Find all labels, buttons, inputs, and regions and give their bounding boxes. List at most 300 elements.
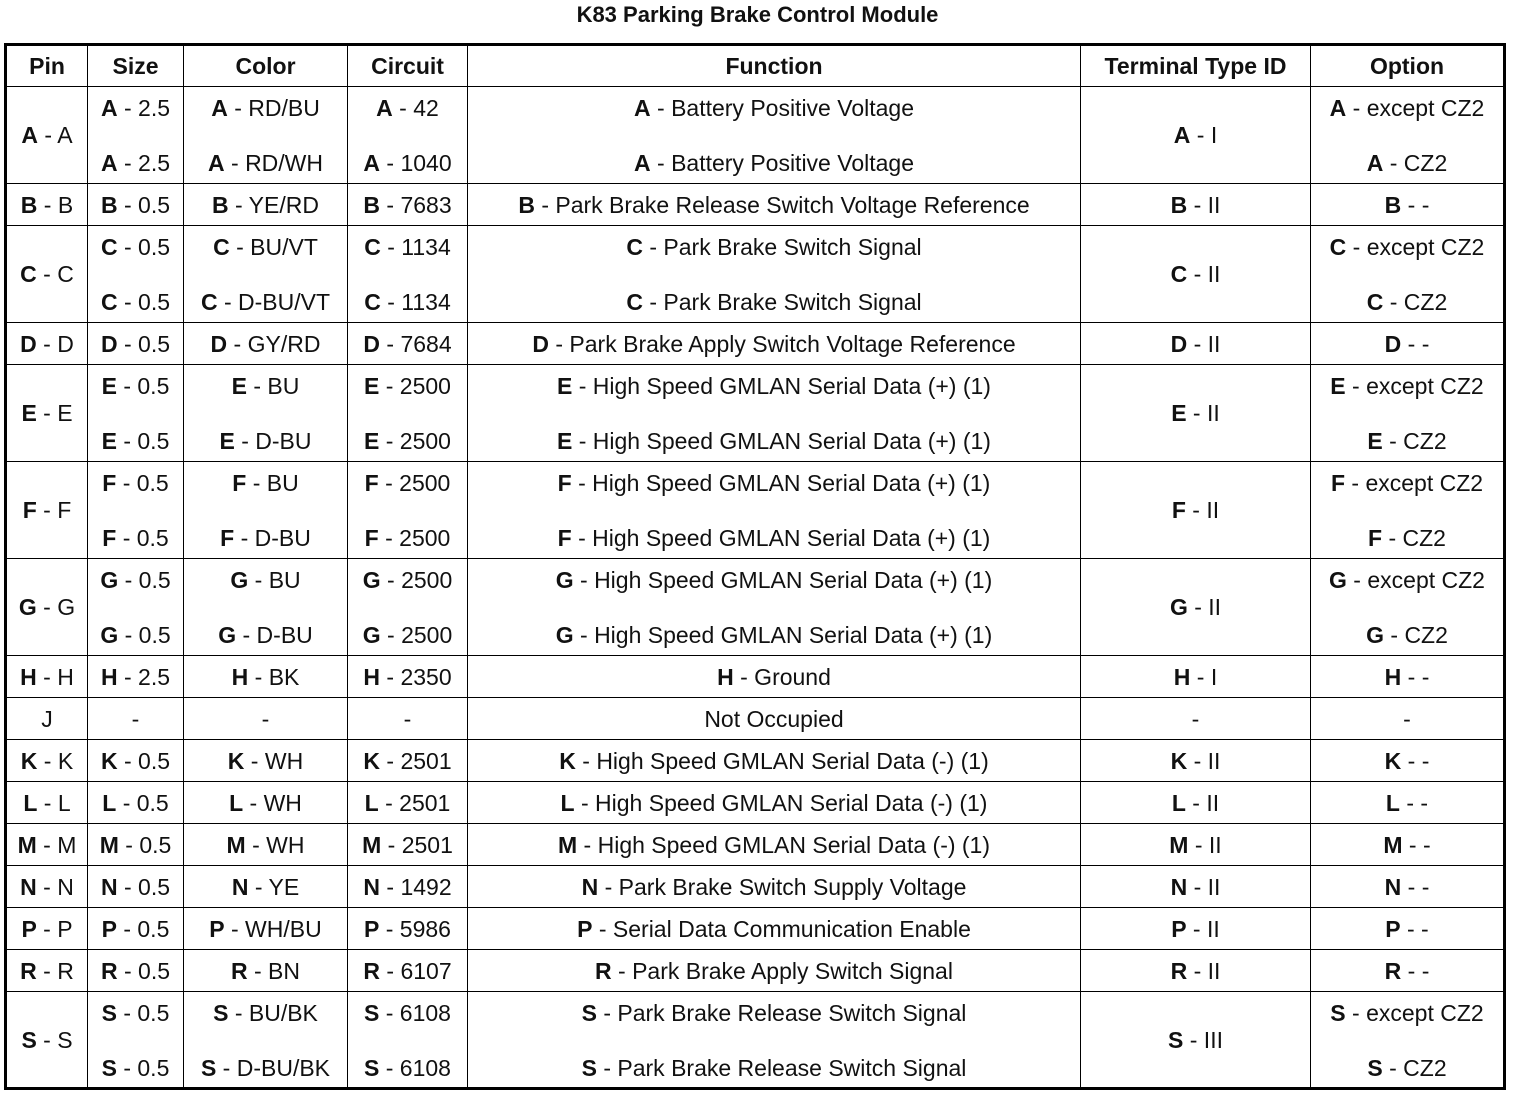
cell-circuit xyxy=(348,323,468,365)
cell-text: - C xyxy=(36,261,74,287)
cell-option xyxy=(1311,323,1505,365)
cell-size xyxy=(88,323,184,365)
cell-text: - except CZ2 xyxy=(1346,567,1485,593)
pin-letter: F xyxy=(364,470,379,496)
cell-text: - except CZ2 xyxy=(1345,373,1484,399)
cell-text: - II xyxy=(1185,497,1220,523)
pin-letter: D xyxy=(1170,330,1188,357)
cell-option xyxy=(1311,992,1505,1089)
cell-terminal-type-id xyxy=(1081,992,1311,1089)
cell-text: - xyxy=(403,705,412,732)
cell-circuit xyxy=(348,226,468,323)
pin-letter: F xyxy=(1171,497,1186,523)
cell-color xyxy=(184,365,348,462)
table-row xyxy=(6,908,1505,950)
pin-letter: E xyxy=(557,373,573,399)
cell-color xyxy=(184,950,348,992)
pin-letter: C xyxy=(1170,261,1188,287)
cell-color xyxy=(184,908,348,950)
cell-text: - CZ2 xyxy=(1382,525,1446,551)
pin-letter: D xyxy=(20,330,37,357)
cell-text: - I xyxy=(1190,122,1218,148)
cell-size xyxy=(88,866,184,908)
cell-color xyxy=(184,323,348,365)
table-body xyxy=(6,87,1505,1089)
page-title: K83 Parking Brake Control Module xyxy=(576,2,939,27)
pin-letter: A xyxy=(208,150,225,176)
cell-text: - - xyxy=(1402,831,1431,858)
cell-text: - 1134 xyxy=(380,234,451,260)
column-header-circuit: Circuit xyxy=(348,45,468,87)
cell-text: - 0.5 xyxy=(118,831,172,858)
cell-option xyxy=(1311,908,1505,950)
cell-text: - K xyxy=(37,747,74,774)
cell-text: - 0.5 xyxy=(118,567,171,593)
cell-option xyxy=(1311,782,1505,824)
cell-terminal-type-id xyxy=(1081,950,1311,992)
pin-letter: E xyxy=(101,428,117,454)
cell-option xyxy=(1311,824,1505,866)
cell-text: - 6108 xyxy=(379,1000,451,1026)
pin-letter: S xyxy=(21,1026,37,1053)
pin-letter: F xyxy=(220,525,235,551)
cell-text: - - xyxy=(1401,663,1430,690)
cell-text: - 0.5 xyxy=(116,789,169,816)
cell-circuit xyxy=(348,462,468,559)
pin-letter: R xyxy=(100,957,118,984)
cell-text: - 0.5 xyxy=(118,622,171,648)
pin-letter: E xyxy=(1171,400,1187,426)
cell-text: - 2350 xyxy=(380,663,452,690)
cell-text: - 2500 xyxy=(378,525,451,551)
cell-terminal-type-id xyxy=(1081,87,1311,184)
pin-letter: G xyxy=(555,567,574,593)
cell-option xyxy=(1311,866,1505,908)
cell-size xyxy=(88,824,184,866)
pin-letter: A xyxy=(634,95,651,121)
pin-letter: L xyxy=(229,789,244,816)
cell-text: - 0.5 xyxy=(117,191,171,218)
cell-text: - II xyxy=(1187,261,1221,287)
cell-text: - WH/BU xyxy=(224,915,322,942)
cell-text: - BK xyxy=(248,663,300,690)
pin-letter: P xyxy=(21,915,37,942)
pin-letter: H xyxy=(1384,663,1402,690)
pin-letter: A xyxy=(1329,95,1347,121)
cell-text: - except CZ2 xyxy=(1345,1000,1484,1026)
pin-letter: R xyxy=(20,957,37,984)
cell-text: - 2500 xyxy=(380,567,453,593)
cell-text: - CZ2 xyxy=(1382,1055,1447,1081)
table-row xyxy=(6,698,1505,740)
pin-letter: S xyxy=(364,1000,380,1026)
cell-text: - B xyxy=(37,191,74,218)
cell-text: - High Speed GMLAN Serial Data (+) (1) xyxy=(572,373,991,399)
header-row xyxy=(6,45,1505,87)
pin-letter: L xyxy=(364,789,379,816)
cell-color xyxy=(184,184,348,226)
cell-text: - - xyxy=(1399,789,1429,816)
pin-letter: G xyxy=(362,567,381,593)
cell-function xyxy=(468,698,1081,740)
cell-terminal-type-id xyxy=(1081,462,1311,559)
pin-letter: L xyxy=(560,789,575,816)
pin-letter: N xyxy=(363,873,380,900)
pin-letter: D xyxy=(532,330,549,357)
cell-text: - II xyxy=(1187,330,1221,357)
cell-function xyxy=(468,559,1081,656)
column-header-size: Size xyxy=(88,45,184,87)
pin-letter: M xyxy=(1169,831,1189,858)
pin-letter: B xyxy=(363,191,380,218)
cell-color xyxy=(184,866,348,908)
pin-letter: S xyxy=(213,1000,229,1026)
cell-function xyxy=(468,323,1081,365)
cell-text: - D-BU xyxy=(234,428,312,454)
cell-text: - 2.5 xyxy=(117,663,171,690)
cell-terminal-type-id xyxy=(1081,323,1311,365)
cell-text: - - xyxy=(1401,873,1430,900)
pin-letter: R xyxy=(1384,957,1402,984)
cell-pin xyxy=(6,866,88,908)
pin-letter: F xyxy=(557,525,572,551)
cell-circuit xyxy=(348,87,468,184)
cell-pin xyxy=(6,908,88,950)
cell-size xyxy=(88,365,184,462)
cell-text: - III xyxy=(1183,1026,1223,1053)
pin-letter: F xyxy=(1368,525,1383,551)
cell-option xyxy=(1311,462,1505,559)
cell-text: - BU xyxy=(246,470,299,496)
cell-pin xyxy=(6,824,88,866)
cell-text: - II xyxy=(1186,915,1220,942)
cell-text: - 7684 xyxy=(380,330,452,357)
cell-function xyxy=(468,866,1081,908)
pin-letter: B xyxy=(20,191,38,218)
pin-letter: G xyxy=(100,622,119,648)
cell-text: - High Speed GMLAN Serial Data (-) (1) xyxy=(575,747,989,774)
pin-letter: B xyxy=(1384,191,1402,218)
cell-text: - II xyxy=(1187,747,1221,774)
cell-text: - BN xyxy=(247,957,300,984)
cell-size xyxy=(88,782,184,824)
cell-text: - BU xyxy=(246,373,300,399)
pin-letter: L xyxy=(1385,789,1400,816)
pin-letter: S xyxy=(101,1055,117,1081)
pin-letter: K xyxy=(1170,747,1188,774)
table-row xyxy=(6,87,1505,184)
cell-option xyxy=(1311,87,1505,184)
cell-text: - M xyxy=(36,831,77,858)
cell-text: - 2500 xyxy=(378,470,451,496)
cell-text: J xyxy=(41,705,53,732)
cell-text: - BU/BK xyxy=(228,1000,318,1026)
cell-circuit xyxy=(348,559,468,656)
pin-letter: S xyxy=(364,1055,380,1081)
cell-text: - A xyxy=(38,122,73,148)
cell-text: - R xyxy=(36,957,74,984)
cell-text: - High Speed GMLAN Serial Data (-) (1) xyxy=(574,789,988,816)
cell-text: - 2.5 xyxy=(117,150,171,176)
table-row xyxy=(6,950,1505,992)
cell-text: - xyxy=(131,705,140,732)
cell-text: - II xyxy=(1187,191,1221,218)
cell-text: - YE/RD xyxy=(228,191,319,218)
cell-terminal-type-id xyxy=(1081,184,1311,226)
cell-text: - 2501 xyxy=(381,831,453,858)
cell-terminal-type-id xyxy=(1081,226,1311,323)
pin-letter: K xyxy=(559,747,576,774)
cell-circuit xyxy=(348,365,468,462)
pin-letter: C xyxy=(200,289,218,315)
cell-terminal-type-id xyxy=(1081,782,1311,824)
cell-text: - 0.5 xyxy=(117,234,171,260)
pin-letter: C xyxy=(213,234,230,260)
cell-pin xyxy=(6,950,88,992)
table-row xyxy=(6,226,1505,323)
cell-terminal-type-id xyxy=(1081,656,1311,698)
cell-text: - - xyxy=(1401,747,1430,774)
cell-text: - BU xyxy=(248,567,301,593)
cell-function xyxy=(468,184,1081,226)
cell-text: - 0.5 xyxy=(116,915,170,942)
cell-text: - Park Brake Release Switch Voltage Reference xyxy=(534,191,1030,218)
pin-letter: P xyxy=(209,915,225,942)
cell-size xyxy=(88,950,184,992)
pin-letter: C xyxy=(100,234,118,260)
cell-function xyxy=(468,782,1081,824)
cell-text: - 0.5 xyxy=(117,747,171,774)
cell-terminal-type-id xyxy=(1081,824,1311,866)
cell-circuit xyxy=(348,782,468,824)
cell-text: - 2501 xyxy=(378,789,451,816)
cell-text: - except CZ2 xyxy=(1346,95,1485,121)
cell-option xyxy=(1311,740,1505,782)
pin-letter: D xyxy=(1384,330,1402,357)
pin-letter: K xyxy=(20,747,38,774)
pin-letter: E xyxy=(557,428,573,454)
cell-pin xyxy=(6,656,88,698)
pin-letter: A xyxy=(21,122,39,148)
cell-text: - 0.5 xyxy=(116,1000,170,1026)
cell-text: - High Speed GMLAN Serial Data (+) (1) xyxy=(571,525,991,551)
cell-terminal-type-id xyxy=(1081,698,1311,740)
pin-letter: G xyxy=(1329,567,1347,593)
cell-circuit xyxy=(348,698,468,740)
pin-letter: A xyxy=(634,150,651,176)
cell-circuit xyxy=(348,824,468,866)
cell-color xyxy=(184,992,348,1089)
cell-text: - - xyxy=(1401,191,1430,218)
pin-letter: B xyxy=(100,191,118,218)
pin-letter: P xyxy=(101,915,117,942)
pin-letter: A xyxy=(100,95,118,121)
cell-text: - YE xyxy=(248,873,300,900)
cell-text: - High Speed GMLAN Serial Data (+) (1) xyxy=(571,470,991,496)
pin-letter: N xyxy=(231,873,249,900)
cell-text: - 2500 xyxy=(379,373,451,399)
cell-terminal-type-id xyxy=(1081,908,1311,950)
cell-function xyxy=(468,462,1081,559)
cell-option xyxy=(1311,656,1505,698)
cell-pin xyxy=(6,184,88,226)
cell-size xyxy=(88,226,184,323)
cell-text: - except CZ2 xyxy=(1345,470,1484,496)
cell-text: - BU/VT xyxy=(229,234,318,260)
pin-letter: C xyxy=(626,234,643,260)
pin-letter: B xyxy=(212,191,229,218)
pin-letter: G xyxy=(1169,594,1188,620)
column-header-pin: Pin xyxy=(6,45,88,87)
cell-text: - 0.5 xyxy=(117,957,171,984)
cell-text: - Ground xyxy=(733,663,831,690)
cell-text: - 1134 xyxy=(380,289,451,315)
pin-letter: M xyxy=(99,831,119,858)
cell-text: - 5986 xyxy=(379,915,451,942)
cell-pin xyxy=(6,87,88,184)
table-row xyxy=(6,462,1505,559)
pin-letter: D xyxy=(363,330,380,357)
pin-letter: N xyxy=(100,873,118,900)
cell-text: - Battery Positive Voltage xyxy=(650,95,914,121)
cell-text: - H xyxy=(36,663,74,690)
cell-option xyxy=(1311,226,1505,323)
pin-letter: K xyxy=(1384,747,1402,774)
pin-letter: S xyxy=(581,1055,597,1081)
cell-function xyxy=(468,992,1081,1089)
cell-text: - 2500 xyxy=(379,428,451,454)
pin-letter: S xyxy=(101,1000,117,1026)
cell-text: - Park Brake Release Switch Signal xyxy=(596,1055,967,1081)
cell-size xyxy=(88,698,184,740)
cell-text: - High Speed GMLAN Serial Data (-) (1) xyxy=(577,831,991,858)
pin-letter: S xyxy=(581,1000,597,1026)
pin-letter: E xyxy=(364,373,380,399)
cell-function xyxy=(468,950,1081,992)
pin-letter: S xyxy=(1367,1055,1383,1081)
cell-text: - CZ2 xyxy=(1383,289,1448,315)
cell-text: - CZ2 xyxy=(1383,150,1448,176)
pin-letter: H xyxy=(100,663,118,690)
pin-letter: F xyxy=(364,525,379,551)
pin-letter: G xyxy=(100,567,119,593)
cell-terminal-type-id xyxy=(1081,365,1311,462)
pin-letter: C xyxy=(626,289,643,315)
pin-letter: G xyxy=(230,567,249,593)
table-row xyxy=(6,323,1505,365)
cell-option xyxy=(1311,365,1505,462)
pin-letter: F xyxy=(1330,470,1345,496)
cell-pin xyxy=(6,365,88,462)
pin-letter: M xyxy=(362,831,382,858)
pin-letter: N xyxy=(1170,873,1188,900)
pin-letter: A xyxy=(363,150,380,176)
cell-text: - RD/WH xyxy=(224,150,323,176)
pin-letter: E xyxy=(21,400,37,426)
cell-text: - P xyxy=(36,915,73,942)
cell-circuit xyxy=(348,992,468,1089)
cell-function xyxy=(468,365,1081,462)
cell-text: - 6107 xyxy=(380,957,452,984)
cell-text: - Park Brake Release Switch Signal xyxy=(596,1000,967,1026)
cell-text: - N xyxy=(36,873,74,900)
pin-letter: D xyxy=(100,330,118,357)
cell-function xyxy=(468,226,1081,323)
column-header-color: Color xyxy=(184,45,348,87)
pin-letter: H xyxy=(20,663,37,690)
cell-text: - 1040 xyxy=(380,150,452,176)
cell-text: - II xyxy=(1186,400,1220,426)
pin-letter: R xyxy=(595,957,612,984)
cell-circuit xyxy=(348,184,468,226)
cell-size xyxy=(88,559,184,656)
cell-text: - G xyxy=(36,594,76,620)
cell-text: - 0.5 xyxy=(117,873,171,900)
pin-letter: P xyxy=(577,915,593,942)
cell-circuit xyxy=(348,656,468,698)
pin-letter: L xyxy=(1171,789,1186,816)
pin-letter: K xyxy=(227,747,245,774)
cell-text: - 0.5 xyxy=(116,1055,170,1081)
pin-letter: E xyxy=(101,373,117,399)
cell-text: - E xyxy=(36,400,73,426)
pin-letter: A xyxy=(1366,150,1384,176)
cell-circuit xyxy=(348,950,468,992)
cell-text: - RD/BU xyxy=(227,95,320,121)
table-row xyxy=(6,184,1505,226)
cell-color xyxy=(184,782,348,824)
pin-letter: S xyxy=(1330,1000,1346,1026)
pin-letter: M xyxy=(557,831,578,858)
pin-letter: R xyxy=(230,957,248,984)
cell-pin xyxy=(6,992,88,1089)
table-row xyxy=(6,824,1505,866)
cell-function xyxy=(468,87,1081,184)
cell-size xyxy=(88,740,184,782)
cell-text: - Park Brake Switch Supply Voltage xyxy=(598,873,967,900)
cell-text: - WH xyxy=(243,789,302,816)
cell-text: - 0.5 xyxy=(116,525,169,551)
pin-letter: H xyxy=(1173,663,1191,690)
pin-letter: K xyxy=(363,747,380,774)
column-header-option: Option xyxy=(1311,45,1505,87)
cell-text: - Park Brake Switch Signal xyxy=(642,289,922,315)
cell-text: - High Speed GMLAN Serial Data (+) (1) xyxy=(572,428,991,454)
connector-pinout-table xyxy=(4,43,1506,1090)
pin-letter: P xyxy=(1385,915,1401,942)
pin-letter: M xyxy=(1383,831,1403,858)
pin-letter: C xyxy=(20,261,37,287)
cell-text: - WH xyxy=(244,747,304,774)
cell-size xyxy=(88,992,184,1089)
pin-letter: M xyxy=(226,831,246,858)
pin-letter: S xyxy=(200,1055,217,1081)
cell-text: - WH xyxy=(245,831,305,858)
table-row xyxy=(6,656,1505,698)
cell-text: - CZ2 xyxy=(1384,622,1448,648)
cell-pin xyxy=(6,698,88,740)
cell-text: - II xyxy=(1187,594,1222,620)
cell-text: - 0.5 xyxy=(117,330,171,357)
cell-text: - 1492 xyxy=(380,873,452,900)
cell-text: - D-BU xyxy=(234,525,311,551)
pin-letter: F xyxy=(557,470,572,496)
column-header-function: Function xyxy=(468,45,1081,87)
cell-text: - 2500 xyxy=(380,622,453,648)
pin-letter: A xyxy=(211,95,228,121)
pin-letter: M xyxy=(17,831,37,858)
cell-size xyxy=(88,656,184,698)
